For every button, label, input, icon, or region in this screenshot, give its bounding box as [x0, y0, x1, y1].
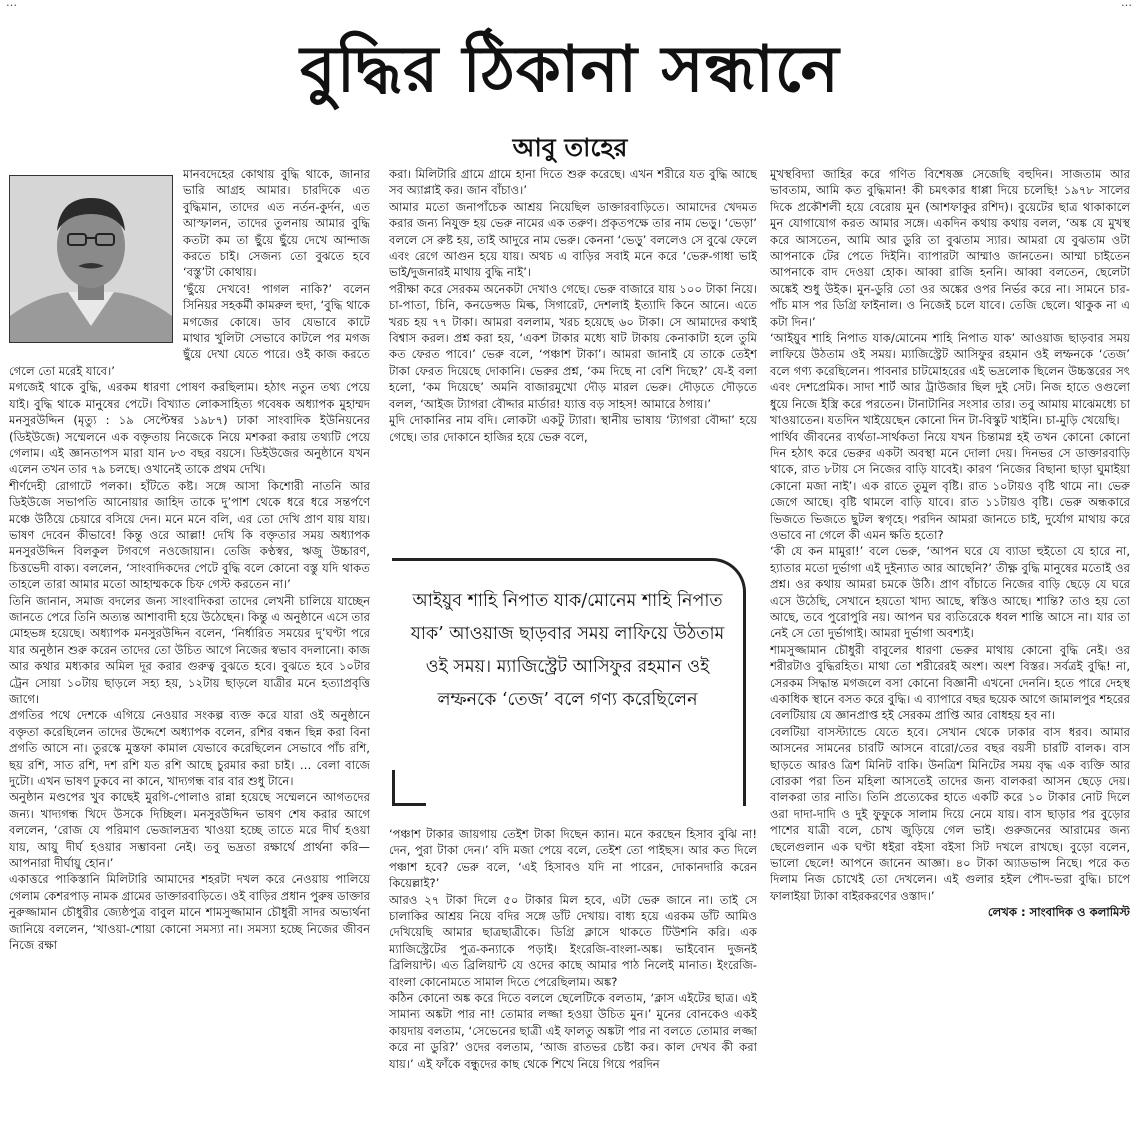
paragraph: ‘ছুঁয়ে দেখবে! পাগল নাকি?’ বলেন সিনিয়র সহকর্মী কামরুল হুদা, ‘বুদ্ধি থাকে মগজের কোষে। ডাব যেভাবে কাটে মাথার খুলিটা সেভাবে কাটলে পর মগজ ছুঁয়ে দেখা যেতে পারে। ওই কাজ করতে গেলে তো মরেই যাবে।’ — [9, 281, 370, 378]
pull-quote-text: আইয়ুব শাহি নিপাত যাক/মোনেম শাহি নিপাত যাক’ আওয়াজ ছাড়বার সময় লাফিয়ে উঠতাম ওই সময়। ম্যাজিস্ট্রেট আসিফুর রহমান ওই লম্ফনকে ‘তেজ’ বলে গণ্য করেছিলেন — [410, 591, 725, 710]
paragraph: আরও ২৭ টাকা দিলে ৫০ টাকার মিল হবে, এটা ভেরু জানে না। তাই সে চালাকির আশ্রয় নিয়ে বদির সঙ্গে ডাঁট দেখায়। বাধ্য হয়ে এরকম ডাঁট আমিও দেখিয়েছি আমার ছাত্রছাত্রীকে। ডিগ্রি ক্লাসে থাকতে টিউশনি করি। এক ম্যাজিস্ট্রেটের পুত্র-কন্যাকে পড়াই। ইংরেজি-বাংলা-অঙ্ক। ভাইবোন দুজনই ব্রিলিয়ান্ট। এত ব্রিলিয়ান্ট যে ওদের কাছে আমার পাঠ নিলেই মানাত। ইংরেজি-বাংলা কোনোমতে সামাল দিতে পেরেছিলাম। অঙ্ক? — [389, 892, 757, 989]
paragraph: পার্থিব জীবনের ব্যর্থতা-সার্থকতা নিয়ে যখন চিন্তামগ্ন হই তখন কোনো কোনো দিন হঠাৎ করে ভেরুর একটা অবস্থা মনে দোলা দেয়। দিনভর সে ডাক্তারবাড়ি থাকে, রাত ৮টায় সে নিজের বাড়ি যাবেই। কারণ ‘নিজের বিছানা ছাড়া ঘুমাইয়া কোনো মজা নাই’। এক রাতে তুমুল বৃষ্টি। রাত ১০টায়ও বৃষ্টি থামে না। ভেরু জেগে আছে। বৃষ্টি থামলে বাড়ি যাবে। রাত ১১টায়ও বৃষ্টি। ভেরু অন্ধকারে ভিজতে ভিজতে ছুটল স্বগৃহে। পরদিন আমরা জানতে চাই, দুর্যোগ মাথায় করে ওভাবে না গেলে কী এমন ক্ষতি হতো? — [770, 429, 1130, 542]
author-endnote: লেখক : সাংবাদিক ও কলামিস্ট — [987, 905, 1130, 920]
article-column-1 — [9, 166, 370, 1136]
header-strip-right: … — [1121, 0, 1132, 9]
paragraph: মুখস্থবিদ্যা জাহির করে গণিত বিশেষজ্ঞ সেজেছি বহুদিন। সাজতাম আর ভাবতাম, আমি কত বুদ্ধিমান! কী চমৎকার ধাপ্পা দিয়ে চলেছি! ১৯৭৮ সালের দিকে প্রকৌশলী হয়ে বেরোয় মুন (আশফাকুর রশিদ)। বুয়েটের ছাত্র থাকাকালে মুন যোগাযোগ করত আমার সঙ্গে। একদিন কথায় কথায় বলল, ‘অঙ্ক যে মুখস্থ করে আসতেন, আমি আর ডুরি তা বুঝতাম স্যার। আমরা যে বুঝতাম ওটা আপনাকে টের পেতে দিইনি। ব্যাপারটা আম্মাও জানতেন। আম্মা চাইতেন আপনাকে বাদ দেওয়া হোক। আব্বা রাজি হননি। আব্বা বলতেন, ছেলেটা অঙ্কেই শুধু উইক। মুন-ডুরি তো ওর অঙ্কের ওপর নির্ভর করে না। সামনে চার-পাঁচ মাস পর ডিগ্রি ফাইনাল। ও নিজেই চলে যাবে। তেজি ছেলে। থাকুক না এ কটা দিন।’ — [770, 167, 1130, 329]
article-column-3 — [770, 166, 1130, 1136]
paragraph: ‘কী যে কন মামুরা!’ বলে ভেরু, ‘আপন ঘরে যে ব্যাডা হুইতো যে হারে না, হ্যাতার মতো দুর্ভাগা এই দুইন্যাত আর আছেনি?’ তীক্ষ্ণ বুদ্ধি মানুষের মতোই ওর প্রশ্ন। ওর কথায় আমরা চমকে উঠি। প্রাণ বাঁচাতে নিজের বাড়ি ছেড়ে যে ঘরে এসে উঠেছি, সেখানে হয়তো খাদ্য আছে, স্বস্তিও আছে। শান্তি? তাও হয় তো আছে, তবে পুরোপুরি নয়। আপন ঘর ব্যতিরেকে ধবল শান্তি আসে না। যার তা নেই সে তো দুর্ভাগাই। আমরা দুর্ভাগা অবশ্যই। — [770, 544, 1130, 641]
paragraph: কঠিন কোনো অঙ্ক করে দিতে বললে ছেলেটিকে বলতাম, ‘ক্লাস এইটের ছাত্র। এই সামান্য অঙ্কটা পার না! তোমার লজ্জা হওয়া উচিত মুন।’ মুনের বোনকেও একই কায়দায় বলতাম, ‘সেভেনের ছাত্রী এই ফালতু অঙ্কটা পার না বলতে তোমার লজ্জা করে না ডুরি?’ ওদের বলতাম, ‘আজ রাতভর চেষ্টা কর। কাল দেখব কী করা যায়।’ এই ফাঁকে বন্ধুদের কাছ থেকে শিখে নিয়ে গিয়ে পরদিন — [389, 991, 757, 1071]
paragraph: শীর্ণদেহী রোগাটে পলকা। হাঁটতে কষ্ট। সঙ্গে আসা কিশোরী নাতনি আর ডিইউজে সভাপতি আনোয়ার জাহিদ তাকে দু’পাশ থেকে ধরে ধরে সন্তর্পণে মঞ্চে উঠিয়ে চেয়ারে বসিয়ে দেন। মনে মনে বলি, এর তো দেখি প্রাণ যায় যায়। ভাষণ দেবেন কীভাবে! কিন্তু ওরে আল্লা! দেখি কি বক্তৃতার সময় অধ্যাপক মনসুরউদ্দিন বিলকুল টগবগে নওজোয়ান। তেজি কণ্ঠস্বর, ঋজু উচ্চারণ, চিত্তভেদী বাক্য। বললেন, ‘সাংবাদিকদের পেটে বুদ্ধি বলে কোনো বস্তু যদি থাকত তাহলে তারা আমার মতো আহাম্মককে চিফ গেস্ট করতেন না।’ — [9, 478, 370, 592]
paragraph: তিনি জানান, সমাজ বদলের জন্য সাংবাদিকরা তাদের লেখনী চালিয়ে যাচ্ছেন জানতে পেরে তিনি অত্যন্ত আশাবাদী হয়ে উঠেছেন। কিন্তু এ অনুষ্ঠানে এসে তার মোহভঙ্গ হয়েছে। অধ্যাপক মনসুরউদ্দিন বলেন, ‘নির্ধারিত সময়ের দু’ঘণ্টা পরে যার অনুষ্ঠান শুরু করেন তাদের তো উচিত আগে নিজের স্বভাব বদলানো। কাজ আর কথার মধ্যকার অমিল দূর করার গুরুত্ব বুঝতে হবে। বুঝতে হবে ১০টার ট্রেন সোয়া ১০টায় ছাড়লে সহ্য হয়, ১২টায় ছাড়লে যাত্রীর মনে হত্যাপ্রবৃত্তি জাগে। — [9, 593, 370, 706]
article-title: বুদ্ধির ঠিকানা সন্ধানে — [300, 32, 840, 107]
header-strip-left: … — [6, 0, 17, 9]
paragraph: আমার মতো জনাপাঁচেক আশ্রয় নিয়েছিল ডাক্তারবাড়িতে। আমাদের খেদমত করার জন্য নিযুক্ত হয় ভেরু নামের এক তরুণ। প্রকৃতপক্ষে তার নাম ভেড়ু। ‘ভেড়া’ বললে সে রুষ্ট হয়, তাই আদুরে নাম ভেরু। কেননা ‘ভেড়ু’ বললেও সে বুঝে ফেলে এবং রেগে আগুন হয়ে যায়। অথচ এ বাড়ির সবাই মনে করে ‘ভেরু-গাধা ভাই ভাই/দুজনারই মাথায় বুদ্ধি নাই’। — [389, 199, 757, 280]
paragraph: মানবদেহের কোথায় বুদ্ধি থাকে, জানার ভারি আগ্রহ আমার। চারদিকে এত বুদ্ধিমান, তাদের এত নর্তন-কুর্দন, এত আস্ফালন, তাদের তুলনায় আমার বুদ্ধি কতটা কম তা ছুঁয়ে ছুঁয়ে দেখে আন্দাজ করতে চাই। সেজন্য তো বুঝতে হবে ‘বস্তু’টা কোথায়। — [183, 167, 370, 280]
paragraph: প্রগতির পথে দেশকে এগিয়ে নেওয়ার সংকল্প ব্যক্ত করে যারা ওই অনুষ্ঠানে বক্তৃতা করেছিলেন তাদের উদ্দেশে অধ্যাপক বলেন, রশির বন্ধন ছিন্ন করা বিনা প্রগতি আসে না। তুরস্কে মুস্তফা কামাল যেভাবে করেছিলেন সেভাবে পাঁচ রশি, ছয় রশি, সাত রশি, দশ রশি যত রশি আছে চুরমার করা চাই। … বেলা বাজে দুটো। এখন ভাষণ ঢুকবে না কানে, খাদ্যগন্ধ বার বার শুধু টানে। — [9, 708, 370, 789]
article-author: আবু তাহের — [512, 133, 628, 162]
pull-quote-bottom-rule — [392, 803, 426, 806]
column-2-upper-text — [389, 166, 757, 551]
author-photo — [9, 175, 173, 343]
pull-quote-left-rule — [392, 770, 395, 806]
paragraph: করা। মিলিটারি গ্রামে গ্রামে হানা দিতে শুরু করেছে। এখন শরীরে যত বুদ্ধি আছে সব অ্যাপ্লাই কর। জান বাঁচাও।’ — [389, 167, 757, 198]
author-photo-illustration — [10, 176, 172, 342]
paragraph: অনুষ্ঠান মণ্ডপের খুব কাছেই মুরগি-পোলাও রান্না হয়েছে সম্মেলনে আগতদের জন্য। খাদ্যগন্ধ খিদে উসকে দিচ্ছিল। মনসুরউদ্দিন ভাষণ শেষ করার আগে বললেন, ‘রোজ যে পরিমাণ ভেজালদ্রব্য খাওয়া হচ্ছে তাতে মরে দীর্ঘ হওয়া যায়, আয়ু দীর্ঘ হওয়ার সম্ভাবনা নেই। তবু ভদ্রতা রক্ষার্থে প্রার্থনা করি— আপনারা দীর্ঘায়ু হোন।’ — [9, 790, 370, 871]
top-page-strip — [0, 0, 1140, 10]
paragraph: পরীক্ষা করে সেরকম অনেকটা দেখাও গেছে। ভেরু বাজারে যায় ১০০ টাকা নিয়ে। চা-পাতা, চিনি, কনডেন্সড মিল্ক, সিগারেট, দেশলাই ইত্যাদি কিনে আনে। এতে খরচ হয় ৭৭ টাকা। আমরা বললাম, খরচ হয়েছে ৬০ টাকা। সে আমাদের কথাই বিশ্বাস করল। প্রশ্ন করা হয়, ‘একশ টাকার মধ্যে ষাট টাকায় কেনাকাটা হলে তুমি কত ফেরত পাবে।’ ভেরু বলে, ‘পঞ্চাশ টাকা’। আমরা জানাই যে তাকে তেইশ টাকা ফেরত দিয়েছে দোকানি। ভেরুর প্রশ্ন, ‘কম দিছে না বেশি দিছে?’ যে-ই বলা হলো, ‘কম দিয়েছে’ অমনি বাজারমুখো দৌড় মারল ভেরু। দৌড়তে দৌড়তে বলল, ‘আইজ ট্যাগরা বৌদ্দার মার্ডার! য্যাত্ত বড় সাহস! আমারে ঠগায়।’ — [389, 281, 757, 411]
column-2-lower-text — [389, 826, 757, 1136]
paragraph: একাত্তরে পাকিস্তানি মিলিটারি আমাদের শহরটা দখল করে নেওয়ায় পালিয়ে গেলাম কেশরপাড় নামক গ্রামের ডাক্তারবাড়িতে। ওই বাড়ির প্রধান পুরুষ ডাক্তার নুরুজ্জামান চৌধুরীর জ্যেষ্ঠপুত্র বাবুল মানে শামসুজ্জামান চৌধুরী সাদর অভ্যর্থনা জানিয়ে বললেন, ‘খাওয়া-শোয়া কোনো সমস্যা না। সমস্যা হচ্ছে নিজের জীবন নিজে রক্ষা — [9, 872, 370, 953]
pull-quote-box — [392, 558, 746, 806]
paragraph: ‘আইয়ুব শাহি নিপাত যাক/মোনেম শাহি নিপাত যাক’ আওয়াজ ছাড়বার সময় লাফিয়ে উঠতাম ওই সময়। ম্যাজিস্ট্রেট আসিফুর রহমান ওই লম্ফনকে ‘তেজ’ বলে গণ্য করেছিলেন। পাবনার চাটমোহরের এই ভদ্রলোক ছিলেন উচ্চস্তরের সৎ এবং দেশপ্রেমিক। সাদা শার্ট আর ট্রাউজার ছিল দুই সেট। নিজ হাতে ওগুলো ধুয়ে নিজে ইস্ত্রি করে পরতেন। টানাটানির সংসার তার। তবু আমায় মাঝেমধ্যে চা খাওয়াতেন। যতদিন খাইয়েছেন কোনো দিন টা-বিস্কুট খাইনি। চা-মুড়ি খেয়েছি। — [770, 331, 1130, 428]
paragraph: মুদি দোকানির নাম বদি। লোকটা একটু ট্যারা। স্থানীয় ভাষায় ‘ট্যাগরা বৌদ্দা’ হয়ে গেছে। তার দোকানে হাজির হয়ে ভেরু বলে, — [389, 413, 757, 444]
paragraph: ‘পঞ্চাশ টাকার জায়গায় তেইশ টাকা দিছেন ক্যান। মনে করছেন হিসাব বুঝি না! দেন, পুরা টাকা দেন।’ বদি মজা পেয়ে বলে, তেইশ তো পাইছস। আর কত দিলে পঞ্চাশ হবে? ভেরু বলে, ‘এই হিসাবও যদি না পারেন, দোকানদারি করেন কিয়েল্লাই?’ — [389, 827, 757, 891]
paragraph: মগজেই থাকে বুদ্ধি, এরকম ধারণা পোষণ করছিলাম। হঠাৎ নতুন তথ্য পেয়ে যাই। বুদ্ধি থাকে মানুষের পেটে। বিখ্যাত লোকসাহিত্য গবেষক অধ্যাপক মুহাম্মদ মনসুরউদ্দিন (মৃত্যু : ১৯ সেপ্টেম্বর ১৯৮৭) ঢাকা সাংবাদিক ইউনিয়নের (ডিইউজে) সম্মেলনে এক বক্তৃতায় নিজেকে নিয়ে মশকরা করায় তথ্যটি পেয়ে গেলাম। এই জ্ঞানতাপস মারা যান ৮৩ বছর বয়সে। ডিইউজের অনুষ্ঠানে যখন এলেন তখন তার ৭৯ চলছে। ওখানেই তাকে প্রথম দেখি। — [9, 380, 370, 477]
paragraph: বেলটিয়া বাসস্ট্যান্ডে যেতে হবে। সেখান থেকে ঢাকার বাস ধরব। আমার আসনের সামনের চারটি আসনে বারো/তের বছর বয়সী চারটি বালক। বাস ছাড়তে আরও ত্রিশ মিনিট বাকি। উনত্রিশ মিনিটের সময় বৃদ্ধ এক ব্যক্তি আর বোরকা পরা তিন মহিলা আসতেই তাদের জন্য বালকরা আসন ছেড়ে দেয়। বালকরা তার নাতি। তিনি প্রত্যেকের হাতে একটি করে ১০ টাকার নোট দিলে ওরা দাদা-দাদি ও দুই ফুফুকে সালাম দিয়ে নেমে যায়। বাস ছাড়ার পর বুড়োর পাশের যাত্রী বলে, চোখ জুড়িয়ে গেল ভাই। গুরুজনের আরামের জন্য ছেলেগুলান এক ঘণ্টা ধইরা বইসা বইসা সিট দখলে রাখছে। বুড়ো বলেন, ভালো ছেলে! আপনে জানেন আজ্ঞা। ৪০ টাকা অ্যাডভান্স নিছে। পরে কত দিলাম নিজ চোখেই তো দেখলেন। এই গুলার হইল পৌদ-ভরা বুদ্ধি। চাপে ফালাইয়া ট্যাকা বাইরকরণের ওস্তাদ।’ — [770, 724, 1130, 903]
paragraph: শামসুজ্জামান চৌধুরী বাবুলের ধারণা ভেরুর মাথায় কোনো বুদ্ধি নেই। ওর শরীরটাও বুদ্ধিরহিত। মাথা তো শরীরেরই অংশ। অংশ বিস্তর। সর্বত্রই বুদ্ধি! না, সেরকম সিদ্ধান্ত মগজলে বসা কোনো বিজ্ঞানী এখনো দেননি। হতে পারে দেহস্থ একাধিক স্থানে বসত করে বুদ্ধি। এ ব্যাপারে বছর ছয়েক আগে জামালপুর শহরের বেলটিয়ায় যে জ্ঞানপ্রাপ্ত হই সেরকম প্রাপ্তি আর বোধহয় হব না। — [770, 642, 1130, 723]
